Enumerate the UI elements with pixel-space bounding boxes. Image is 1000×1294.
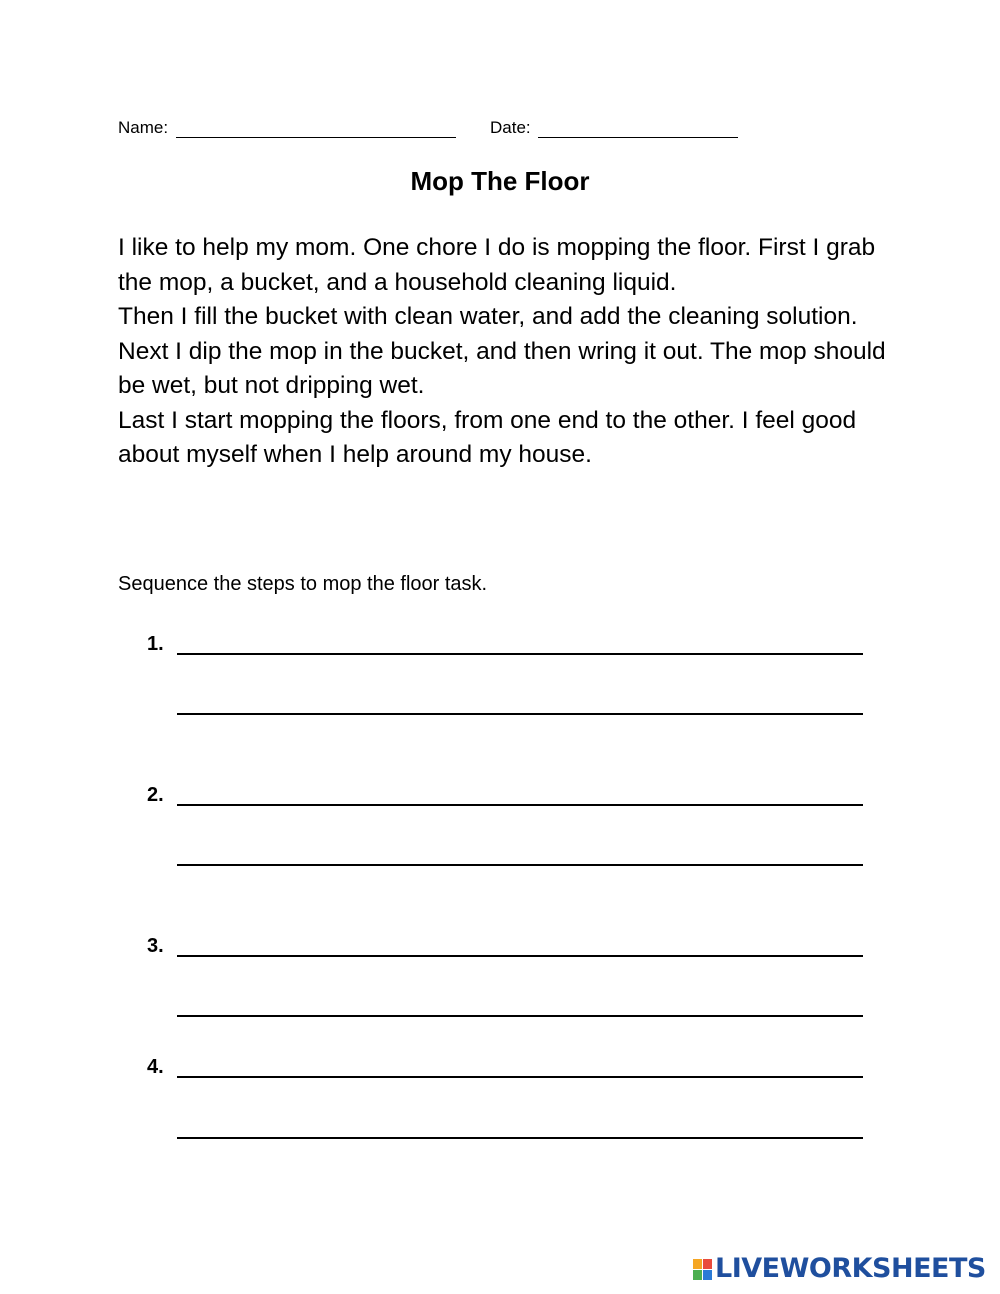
answer-line-4a[interactable] <box>177 1076 863 1078</box>
page-title: Mop The Floor <box>410 166 590 196</box>
logo-square <box>693 1270 702 1280</box>
step-number-2: 2. <box>147 784 164 806</box>
liveworksheets-logo <box>693 1254 986 1284</box>
answer-line-1b[interactable] <box>177 713 863 715</box>
logo-square <box>693 1259 702 1269</box>
date-label: Date: <box>490 118 531 137</box>
step-number-3: 3. <box>147 935 164 957</box>
story-text <box>118 231 888 473</box>
step-number-4: 4. <box>147 1056 164 1078</box>
step-number-1: 1. <box>147 633 164 655</box>
logo-mark-icon <box>693 1259 712 1280</box>
story-paragraph: Last I start mopping the floors, from one end to the other. I feel good about myself when I help around my house. <box>118 406 857 468</box>
answer-line-2a[interactable] <box>177 804 863 806</box>
logo-text: LIVEWORKSHEETS <box>715 1253 986 1284</box>
logo-square <box>703 1270 712 1280</box>
name-field[interactable] <box>176 137 456 138</box>
story-paragraph: I like to help my mom. One chore I do is mopping the floor. First I grab the mop, a bucket, and a household cleaning liquid. <box>118 234 876 296</box>
answer-line-3a[interactable] <box>177 955 863 957</box>
answer-line-3b[interactable] <box>177 1015 863 1017</box>
date-field[interactable] <box>538 137 738 138</box>
logo-square <box>703 1259 712 1269</box>
name-label: Name: <box>118 118 169 137</box>
story-paragraph: Next I dip the mop in the bucket, and then wring it out. The mop should be wet, but not dripping wet. <box>118 337 886 399</box>
answer-line-4b[interactable] <box>177 1137 863 1139</box>
instruction-text: Sequence the steps to mop the floor task. <box>118 573 488 595</box>
answer-line-1a[interactable] <box>177 653 863 655</box>
answer-line-2b[interactable] <box>177 864 863 866</box>
story-paragraph: Then I fill the bucket with clean water, and add the cleaning solution. <box>118 303 858 330</box>
